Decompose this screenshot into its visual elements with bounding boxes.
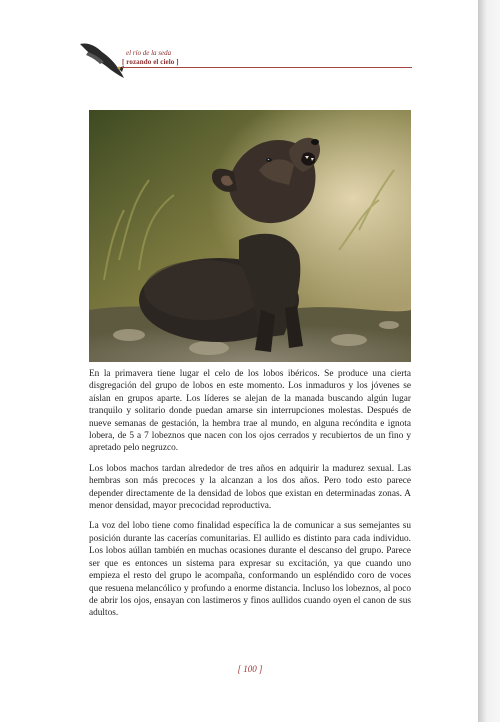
paragraph-2: Los lobos machos tardan alrededor de tres años en adquirir la madurez sexual. Las hembras son más precoces y la alcanzan a los dos años. Pero todo esto parece depender directamente de la densidad de lobos que existan en determinadas zonas. A menor densidad, mayor precocidad reproductiva. — [89, 463, 411, 512]
page-number: [ 100 ] — [237, 664, 263, 674]
header-chapter: [ rozando el cielo ] — [122, 58, 179, 66]
paragraph-3: La voz del lobo tiene como finalidad específica la de comunicar a sus semejantes su posición durante las cacerías comunitarias. El aullido es distinto para cada individuo. Los lobos aúllan también en muchas ocasiones durante el descanso del grupo. Parece ser que es entonces un sistema para expresar su excitación, ya que cuando uno empieza el resto del grupo le acompaña, conformando un espléndido coro de voces que resuena melancólico y profundo a enorme distancia. Incluso los lobeznos, al poco de abrir los ojos, ensayan con lastimeros y finos aullidos cuando oyen el canon de sus adultos. — [89, 521, 411, 619]
paragraph-1: En la primavera tiene lugar el celo de los lobos ibéricos. Se produce una cierta disgregación del grupo de lobos en este momento. Los inmaduros y los jóvenes se aíslan en grupos aparte. Los líderes se alejan de la manada buscando algún lugar tranquilo y solitario donde puedan amarse sin interrupciones molestas. Después de nueve semanas de gestación, la hembra trae al mundo, en alguna recóndita e ignota lobera, de 5 a 7 lobeznos que nacen con los ojos cerrados y recubiertos de un fino y apretado pelo negruzco. — [89, 369, 411, 454]
page-edge-shadow — [478, 0, 500, 722]
wolf-pup-howling-photo — [89, 110, 411, 362]
running-header — [122, 49, 179, 67]
body-text — [89, 368, 411, 628]
header-rule — [122, 67, 412, 68]
bird-logo-icon — [78, 38, 126, 80]
header-series: el río de la seda — [126, 49, 172, 57]
